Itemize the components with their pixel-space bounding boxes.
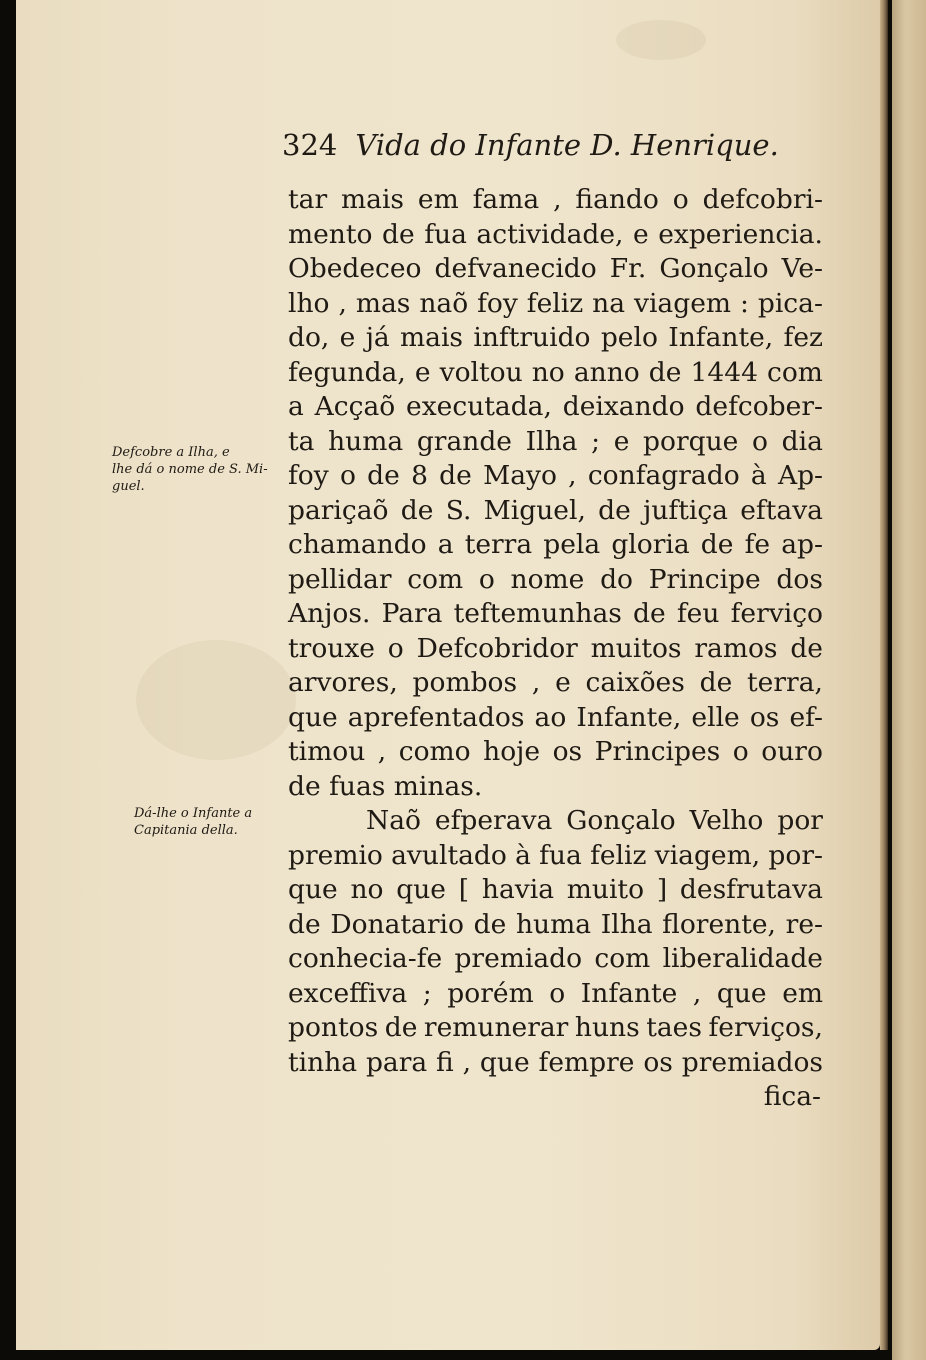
word: Obedeceo	[288, 253, 422, 284]
text-line	[288, 839, 823, 874]
catchword: fica-	[763, 1081, 821, 1112]
word: :	[739, 287, 749, 319]
word: ,	[692, 977, 702, 1009]
text-line-paragraph-start	[288, 804, 823, 839]
word: ;	[591, 425, 601, 457]
word: desfrutava	[679, 874, 823, 905]
word: ,	[462, 1046, 472, 1078]
paper-stain	[136, 640, 296, 760]
word: efperava	[434, 805, 553, 836]
word: o	[478, 563, 495, 595]
word: de	[367, 460, 400, 491]
word: conhecia-fe	[288, 943, 443, 974]
word: Naõ	[366, 805, 421, 836]
word: mento	[288, 218, 373, 250]
word: que	[479, 1046, 530, 1078]
word: Anjos.	[288, 598, 371, 629]
page-number: 324	[282, 128, 338, 162]
word: gloria	[611, 529, 690, 560]
word: e	[555, 667, 571, 698]
text-line	[288, 528, 823, 563]
word: timou	[288, 736, 366, 767]
text-line	[288, 494, 823, 529]
word: Para	[381, 598, 443, 629]
word: huma	[328, 425, 404, 457]
word: remunerar	[423, 1012, 569, 1043]
text-line	[288, 563, 823, 598]
word: pica-	[757, 287, 823, 319]
word: pariçaõ	[288, 494, 389, 526]
word: com	[594, 943, 651, 974]
word: ,	[377, 736, 387, 767]
word: e	[414, 356, 431, 388]
word: Defcobridor	[416, 632, 578, 664]
word: anno	[573, 356, 640, 388]
word: grande	[416, 425, 512, 457]
word: a	[437, 529, 454, 560]
word: com	[767, 356, 823, 388]
word: Principe	[648, 563, 761, 595]
word: experiencia.	[658, 218, 823, 250]
word: exceffiva	[288, 977, 408, 1009]
margin-note-line: lhe dá o nome de S. Mi-	[112, 462, 268, 477]
margin-note	[134, 805, 252, 839]
text-line	[288, 183, 823, 218]
word: Acçaõ	[314, 391, 396, 422]
word: avultado	[391, 839, 507, 871]
word: que	[288, 874, 338, 905]
word: inftruido	[473, 322, 591, 353]
word: Infante	[580, 977, 678, 1009]
word: premio	[288, 839, 383, 871]
text-line	[288, 632, 823, 667]
word: pellidar	[288, 563, 392, 595]
word: ]	[656, 874, 668, 905]
text-line	[288, 321, 823, 356]
word: de	[790, 632, 823, 664]
word: Infante,	[668, 322, 774, 353]
word: muito	[566, 874, 645, 905]
word: actividade,	[476, 218, 624, 250]
word: de	[699, 667, 733, 698]
word: e	[633, 218, 649, 250]
word: Velho	[689, 805, 764, 836]
word: Ap-	[777, 460, 823, 491]
word: ,	[553, 184, 562, 215]
word: hoje	[483, 736, 541, 767]
word: feliz	[590, 839, 647, 871]
word: 1444	[690, 356, 758, 388]
word: por-	[768, 839, 823, 871]
margin-note-line: Defcobre a Ilha, e	[112, 445, 230, 460]
paper-stain	[616, 20, 706, 60]
margin-note	[112, 444, 268, 495]
word: terra	[464, 529, 533, 560]
word: mais	[341, 184, 405, 215]
word: mais	[400, 322, 464, 353]
word: do,	[288, 322, 330, 353]
word: Mayo	[483, 460, 557, 491]
word: tar	[288, 184, 328, 215]
word: porém	[447, 977, 534, 1009]
word: ef-	[789, 701, 823, 733]
word: huns	[574, 1012, 640, 1043]
text-line	[288, 942, 823, 977]
word: na	[592, 287, 626, 319]
word: chamando	[288, 529, 427, 560]
word: confagrado	[587, 460, 740, 491]
word: havia	[481, 874, 554, 905]
word: os	[643, 1046, 673, 1078]
word: nome	[510, 563, 585, 595]
word: fiando	[575, 184, 659, 215]
word: viagem,	[654, 839, 761, 871]
word: e	[613, 425, 630, 457]
word: em	[782, 977, 823, 1009]
word: de	[700, 529, 734, 560]
word: S.	[445, 494, 472, 526]
word: feu	[676, 598, 720, 629]
word: ferviços,	[708, 1012, 823, 1043]
margin-note-line: Dá-lhe o Infante a	[134, 806, 253, 821]
word: liberalidade	[662, 943, 823, 974]
word: executada,	[406, 391, 552, 422]
text-line	[288, 597, 823, 632]
text-line	[288, 425, 823, 460]
word: fama	[472, 184, 540, 215]
text-line	[288, 701, 823, 736]
running-header	[282, 128, 842, 168]
word: fegunda,	[288, 356, 406, 388]
text-line	[288, 252, 823, 287]
text-line: de fuas minas.	[288, 770, 483, 802]
word: caixões	[585, 667, 685, 698]
word: voltou	[439, 356, 523, 388]
word: a	[288, 391, 304, 422]
word: de	[400, 494, 434, 526]
word: premiados	[681, 1046, 823, 1078]
text-line	[288, 287, 823, 322]
word: que	[288, 701, 338, 733]
text-line	[288, 459, 823, 494]
word: de	[473, 908, 507, 940]
word: fi	[436, 1046, 454, 1078]
word: pelo	[600, 322, 658, 353]
word: o	[339, 460, 356, 491]
word: porque	[643, 425, 739, 457]
margin-note-line: guel.	[112, 479, 145, 494]
text-line	[288, 977, 823, 1012]
word: ,	[338, 287, 347, 319]
word: o	[672, 184, 689, 215]
word: foy	[288, 460, 329, 491]
word: os	[749, 701, 780, 733]
word: fua	[424, 218, 467, 250]
word: florente,	[662, 908, 776, 940]
word: foy	[477, 287, 518, 319]
word: ;	[422, 977, 432, 1009]
body-text	[288, 183, 823, 1115]
word: feliz	[526, 287, 584, 319]
page-edge	[880, 0, 888, 1350]
word: pontos	[288, 1012, 379, 1043]
word: lho	[288, 287, 330, 319]
word: à	[515, 839, 531, 871]
word: eftava	[740, 494, 823, 526]
word: Gonçalo	[659, 253, 769, 284]
word: e	[339, 322, 356, 353]
word: ,	[531, 667, 541, 698]
text-line	[288, 1046, 823, 1081]
word: o	[732, 736, 749, 767]
word: o	[387, 632, 404, 664]
word: mas	[355, 287, 411, 319]
word: ap-	[781, 529, 823, 560]
word: Donatario	[330, 908, 464, 940]
word: pela	[543, 529, 601, 560]
word: 8	[411, 460, 428, 491]
word: o	[549, 977, 566, 1009]
word: huma	[515, 908, 592, 940]
word: naõ	[419, 287, 469, 319]
word: fempre	[538, 1046, 635, 1078]
word: Fr.	[609, 253, 647, 284]
word: fe	[744, 529, 771, 560]
word: de	[439, 460, 472, 491]
word: [	[458, 874, 470, 905]
word: que	[396, 874, 446, 905]
word: premiado	[454, 943, 583, 974]
word: pombos	[412, 667, 518, 698]
word: como	[398, 736, 471, 767]
word: do	[600, 563, 633, 595]
word: teftemunhas	[453, 598, 622, 629]
word: taes	[646, 1012, 702, 1043]
word: elle	[691, 701, 740, 733]
word: ouro	[761, 736, 823, 767]
word: viagem	[633, 287, 732, 319]
word: ferviço	[730, 598, 823, 629]
text-line	[288, 356, 823, 391]
facing-page-edge	[892, 0, 926, 1360]
word: muitos	[590, 632, 682, 664]
word: defcober-	[695, 391, 823, 422]
word: Ve-	[781, 253, 823, 284]
word: de	[382, 218, 415, 250]
word: à	[750, 460, 767, 491]
word: arvores,	[288, 667, 398, 698]
word: Miguel,	[483, 494, 586, 526]
word: fez	[783, 322, 823, 353]
word: de	[288, 908, 321, 940]
running-title: Vida do Infante D. Henrique.	[355, 128, 779, 162]
word: já	[365, 322, 390, 353]
word: para	[365, 1046, 428, 1078]
text-line	[288, 390, 823, 425]
word: por	[777, 805, 823, 836]
word: defcobri-	[702, 184, 823, 215]
word: que	[716, 977, 767, 1009]
word: de	[598, 494, 631, 526]
word: Principes	[594, 736, 721, 767]
word: tinha	[288, 1046, 358, 1078]
word: re-	[785, 908, 823, 940]
text-line	[288, 873, 823, 908]
text-line	[288, 1011, 823, 1046]
text-line	[288, 908, 823, 943]
word: com	[407, 563, 464, 595]
word: Infante,	[576, 701, 682, 733]
word: trouxe	[288, 632, 375, 664]
word: ,	[568, 460, 577, 491]
word: dos	[776, 563, 823, 595]
word: terra,	[747, 667, 823, 698]
word: dia	[781, 425, 823, 457]
word: ta	[288, 425, 315, 457]
word: de	[648, 356, 682, 388]
text-line	[288, 735, 823, 770]
word: Gonçalo	[566, 805, 676, 836]
word: aprefentados	[347, 701, 525, 733]
margin-note-line: Capitania della.	[134, 823, 238, 838]
word: defvanecido	[434, 253, 597, 284]
word: no	[531, 356, 565, 388]
word: ao	[534, 701, 567, 733]
word: o	[752, 425, 768, 457]
word: os	[552, 736, 583, 767]
word: no	[350, 874, 384, 905]
text-line	[288, 666, 823, 701]
word: ramos	[694, 632, 778, 664]
word: Ilha	[525, 425, 578, 457]
word: em	[417, 184, 459, 215]
word: de	[384, 1012, 418, 1043]
word: deixando	[562, 391, 685, 422]
word: juftiça	[643, 494, 728, 526]
word: de	[633, 598, 666, 629]
text-line	[288, 218, 823, 253]
word: Ilha	[600, 908, 653, 940]
word: fua	[539, 839, 582, 871]
